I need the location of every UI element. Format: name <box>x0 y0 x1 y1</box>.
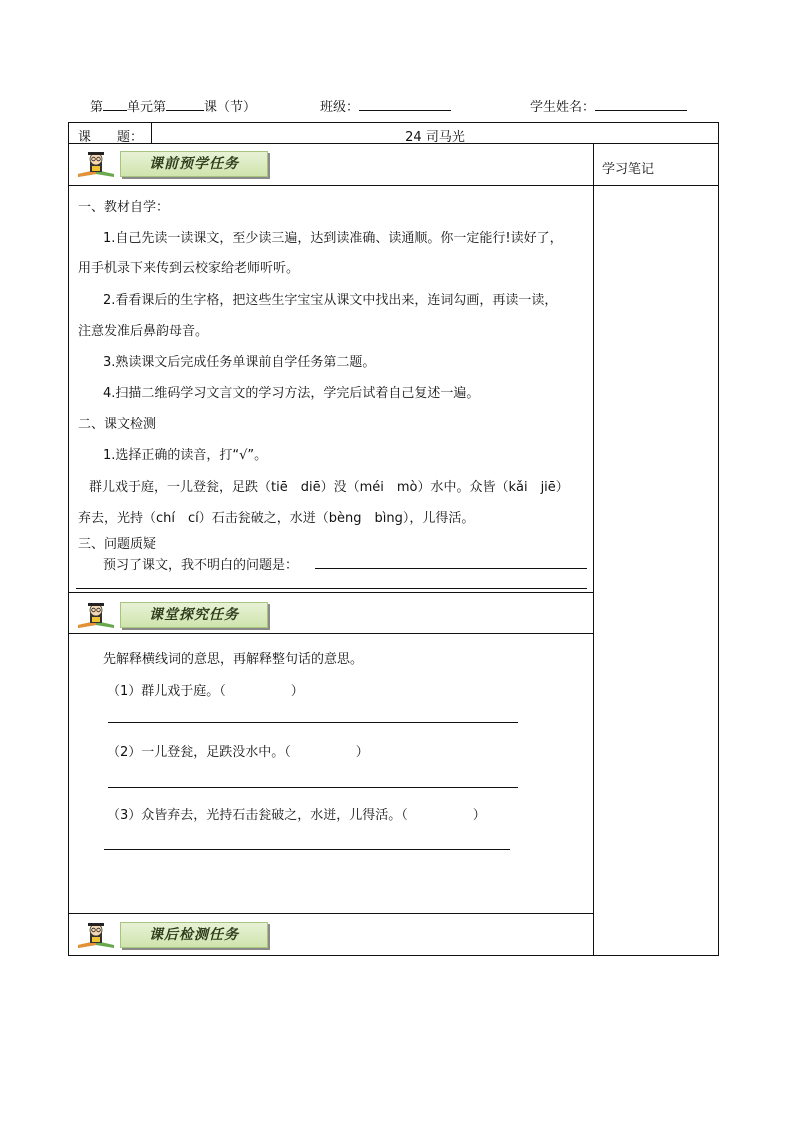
student-name-blank[interactable] <box>595 98 687 111</box>
task-item-1-line2: 用手机录下来传到云校家给老师听听。 <box>78 261 300 276</box>
table-row-divider <box>68 185 719 186</box>
explain-answer-line-3[interactable] <box>104 849 510 850</box>
student-name-label: 学生姓名： <box>530 100 596 115</box>
notes-column-divider <box>593 143 594 956</box>
topic-value: 24 司马光 <box>405 130 465 145</box>
in-class-task-banner <box>74 601 274 629</box>
section-title-textbook: 一、教材自学： <box>78 200 170 215</box>
question-answer-line[interactable] <box>315 568 587 569</box>
reading-student-icon <box>74 150 118 178</box>
reading-student-icon <box>74 601 118 629</box>
in-class-task-title: 课堂探究任务 <box>120 602 268 628</box>
unit-mid: 单元第 <box>127 100 167 115</box>
unit-lesson-field <box>90 96 256 115</box>
student-name-field <box>530 96 687 115</box>
table-border-right <box>718 122 719 956</box>
task-item-2-line1: 2.看看课后的生字格，把这些生字宝宝从课文中找出来，连词勾画，再读一读， <box>103 293 558 308</box>
after-class-task-banner <box>74 921 274 949</box>
notes-label: 学习笔记 <box>602 162 655 177</box>
reading-student-icon <box>74 921 118 949</box>
task-item-2-line2: 注意发准后鼻韵母音。 <box>78 324 209 339</box>
question-pronunciation: 1.选择正确的读音，打“√”。 <box>103 448 268 463</box>
table-border-left <box>68 122 69 956</box>
class-field <box>320 96 451 115</box>
task-item-3: 3.熟读课文后完成任务单课前自学任务第二题。 <box>103 355 376 370</box>
section-title-questions: 三、问题质疑 <box>78 537 157 552</box>
question-prompt: 预习了课文，我不明白的问题是： <box>103 558 299 573</box>
table-border-bottom <box>68 955 719 956</box>
task-item-4: 4.扫描二维码学习文言文的学习方法，学完后试着自己复述一遍。 <box>103 386 480 401</box>
lesson-suffix: 课（节） <box>204 100 257 115</box>
table-row-divider <box>68 633 594 634</box>
unit-prefix: 第 <box>90 100 104 115</box>
lesson-number-blank[interactable] <box>166 98 204 111</box>
question-answer-line-2[interactable] <box>76 588 587 589</box>
table-row-divider <box>68 913 594 914</box>
explain-answer-line-1[interactable] <box>108 722 518 723</box>
after-class-task-title: 课后检测任务 <box>120 922 268 948</box>
class-blank[interactable] <box>359 98 451 111</box>
table-row-divider <box>68 592 594 593</box>
explain-instructions: 先解释横线词的意思，再解释整句话的意思。 <box>103 652 364 667</box>
explain-answer-line-2[interactable] <box>108 787 518 788</box>
topic-label: 课 题： <box>78 130 144 145</box>
explain-item-2: （2）一儿登瓮，足跌没水中。（ ） <box>107 745 369 760</box>
table-border-top <box>68 122 719 123</box>
task-item-1-line1: 1.自己先读一读课文，至少读三遍，达到读准确、读通顺。你一定能行!读好了， <box>103 231 563 246</box>
section-title-check: 二、课文检测 <box>78 417 157 432</box>
explain-item-1: （1）群儿戏于庭。（ ） <box>107 684 304 699</box>
passage-line-1: 群儿戏于庭，一儿登瓮，足跌（tiē diē）没（méi mò）水中。众皆（kǎi jiē） <box>89 480 569 495</box>
pre-class-task-title: 课前预学任务 <box>120 151 268 177</box>
pre-class-task-banner <box>74 150 274 178</box>
explain-item-3: （3）众皆弃去，光持石击瓮破之，水迸，儿得活。（ ） <box>107 808 486 823</box>
passage-line-2: 弃去，光持（chí cí）石击瓮破之，水迸（bèng bìng），儿得活。 <box>78 511 475 526</box>
unit-number-blank[interactable] <box>103 98 127 111</box>
class-label: 班级： <box>320 100 360 115</box>
